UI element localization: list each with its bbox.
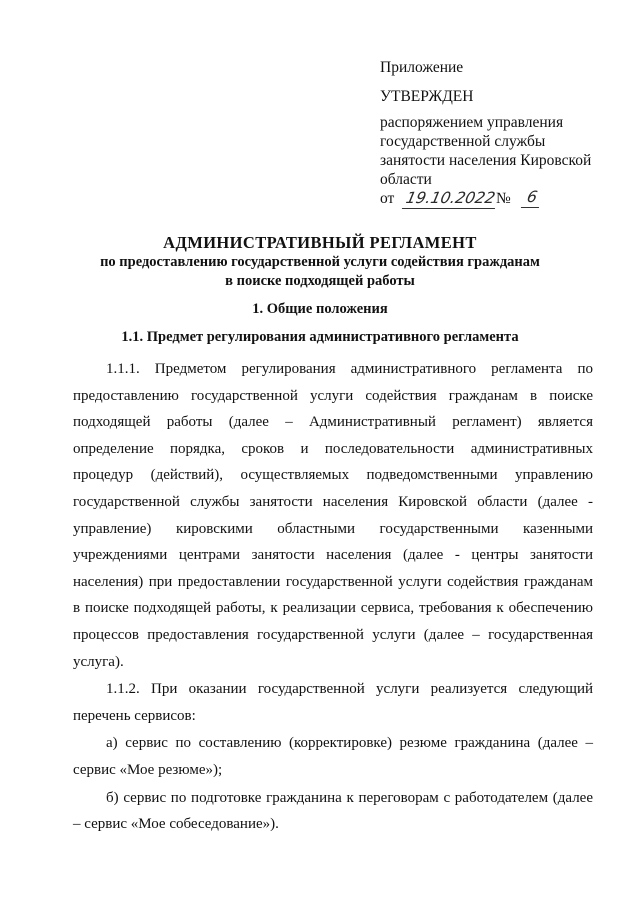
paragraph: а) сервис по составлению (корректировке) резюме гражданина (далее – сервис «Мое резюме»); xyxy=(73,735,593,778)
paragraph: б) сервис по подготовке гражданина к переговорам с работодателем (далее – сервис «Мое собеседование»). xyxy=(73,789,593,833)
date-number-row xyxy=(380,189,615,209)
handwritten-number: 6 xyxy=(521,188,543,208)
document-title: АДМИНИСТРАТИВНЫЙ РЕГЛАМЕНТ xyxy=(163,233,477,252)
issuer-line: области xyxy=(380,171,432,188)
issuer-line: занятости населения Кировской xyxy=(380,152,592,169)
paragraph: 1.1.1. Предметом регулирования административного регламента по предоставлению государственной услуги содействия гражданам в поиске подходящей работы (далее – Административный регламент) является определение порядка, сроков и последовательности административных процедур (действий), осуществляемых подведомственными управлению государственной службы занятости населения Кировской области (далее - управление) кировскими областными государственными казенными учреждениями центрами занятости населения (далее - центры занятости населения) при предоставлении государственной услуги содействия гражданам в поиске подходящей работы, к реализации сервиса, требования к обеспечению процессов предоставления государственной услуги (далее – государственная услуга). xyxy=(73,361,593,670)
number-prefix: № xyxy=(496,190,511,207)
date-prefix: от xyxy=(380,190,395,207)
appendix-label: Приложение xyxy=(380,59,464,76)
section-heading: 1. Общие положения xyxy=(252,301,388,317)
document-subtitle-line-1: по предоставлению государственной услуги содействия гражданам xyxy=(100,254,540,270)
approval-block xyxy=(380,58,615,209)
approved-label: УТВЕРЖДЕН xyxy=(380,88,474,105)
issuer-line: государственной службы xyxy=(380,133,546,150)
body-text xyxy=(73,356,593,838)
document-subtitle-line-2: в поиске подходящей работы xyxy=(225,273,415,289)
issuer-line: распоряжением управления xyxy=(380,114,564,131)
handwritten-date: 19.10.2022 xyxy=(402,189,499,209)
subsection-heading: 1.1. Предмет регулирования административного регламента xyxy=(121,329,519,345)
paragraph: 1.1.2. При оказании государственной услуги реализуется следующий перечень сервисов: xyxy=(73,681,593,724)
